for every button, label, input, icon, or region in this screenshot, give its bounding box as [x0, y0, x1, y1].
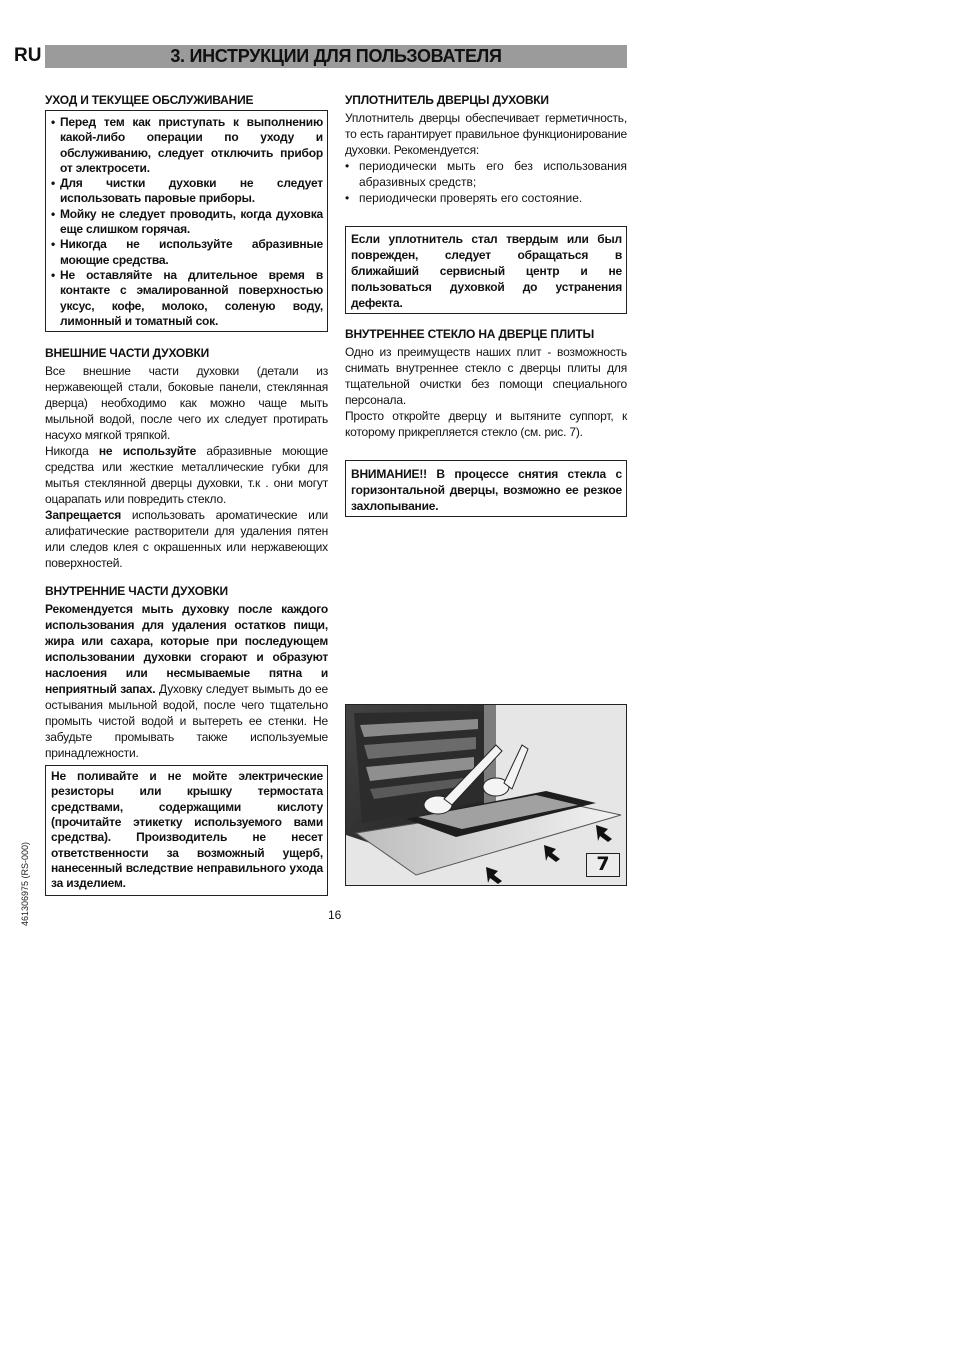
glass-warning-box: ВНИМАНИЕ!! В процессе снятия стекла с горизонтальной дверцы, возможно ее резкое захлопывание. [345, 460, 627, 517]
glass-paragraph-2: Просто откройте дверцу и вытяните суппорт, к которому прикрепляется стекло (см. рис. 7). [345, 409, 627, 439]
seal-item: • периодически мыть его без использования абразивных средств; [345, 158, 627, 190]
page-number: 16 [328, 908, 342, 922]
interior-heading: ВНУТРЕННИЕ ЧАСТИ ДУХОВКИ [45, 584, 228, 599]
right-column [345, 92, 627, 517]
care-item: • Не оставляйте на длительное время в контакте с эмалированной поверхностью уксус, кофе, молоко, соленую воду, лимонный и томатный сок. [51, 268, 323, 329]
seal-item: • периодически проверять его состояние. [345, 190, 627, 206]
seal-paragraph: Уплотнитель дверцы обеспечивает герметичность, то есть гарантирует правильное функционирование духовки. Рекомендуется: [345, 111, 627, 157]
care-heading: УХОД И ТЕКУЩЕЕ ОБСЛУЖИВАНИЕ [45, 93, 254, 107]
care-item: • Для чистки духовки не следует использовать паровые приборы. [51, 176, 323, 207]
care-item: • Мойку не следует проводить, когда духовка еще слишком горячая. [51, 207, 323, 238]
exterior-paragraph-3: Запрещается использовать ароматические или алифатические растворители для удаления пятен или следов клея с окрашенных или нержавеющих поверхностей. [45, 508, 328, 571]
care-item: • Никогда не используйте абразивные моющие средства. [51, 237, 323, 268]
oven-glass-removal-illustration [345, 704, 627, 886]
page-title: 3. ИНСТРУКЦИИ ДЛЯ ПОЛЬЗОВАТЕЛЯ [170, 46, 502, 66]
exterior-paragraph-2: Никогда не используйте абразивные моющие средства или жесткие металлические губки для мытья стеклянной дверцы духовки, т.к . они могут оцарапать или повредить стекло. [45, 444, 328, 507]
left-column [45, 92, 328, 896]
seal-heading: УПЛОТНИТЕЛЬ ДВЕРЦЫ ДУХОВКИ [345, 93, 549, 107]
interior-warning-box: Не поливайте и не мойте электрические резисторы или крышку термостата средствами, содержащими кислоту (прочитайте этикетку используемого вами средства). Производитель не несет ответственности за возможный ущерб, нанесенный вследствие неправильного ухода за изделием. [45, 765, 328, 895]
document-code: 461306975 (RS-000) [20, 841, 30, 926]
care-item: • Перед тем как приступать к выполнению какой-либо операции по уходу и обслуживанию, следует отключить прибор от электросети. [51, 115, 323, 176]
care-warning-box [45, 110, 328, 332]
section-header-bar [45, 45, 627, 68]
glass-heading: ВНУТРЕННЕЕ СТЕКЛО НА ДВЕРЦЕ ПЛИТЫ [345, 327, 595, 341]
exterior-paragraph-1: Все внешние части духовки (детали из нержавеющей стали, боковые панели, стеклянная дверца) необходимо как можно чаще мыть мыльной водой, после чего их следует протирать насухо мягкой тряпкой. [45, 364, 328, 443]
language-code: RU [14, 45, 42, 66]
figure-number: 7 [586, 853, 620, 877]
exterior-heading: ВНЕШНИЕ ЧАСТИ ДУХОВКИ [45, 346, 210, 361]
glass-paragraph-1: Одно из преимуществ наших плит - возможность снимать внутреннее стекло с дверцы плиты для тщательной очистки без помощи специального персонала. [345, 345, 627, 407]
oven-illustration-drawing [346, 705, 626, 884]
interior-paragraph: Рекомендуется мыть духовку после каждого использования для удаления остатков пищи, жира или сахара, которые при последующем использовании духовки сгорают и образуют наслоения или несмываемые пятна и неприятный запах. Духовку следует вымыть до ее остывания мыльной водой, после чего тщательно промыть чистой водой и вытереть ее стенки. Не забудьте промывать также используемые принадлежности. [45, 602, 328, 761]
seal-warning-box: Если уплотнитель стал твердым или был поврежден, следует обращаться в ближайший сервисный центр и не пользоваться духовкой до устранения дефекта. [345, 226, 627, 314]
